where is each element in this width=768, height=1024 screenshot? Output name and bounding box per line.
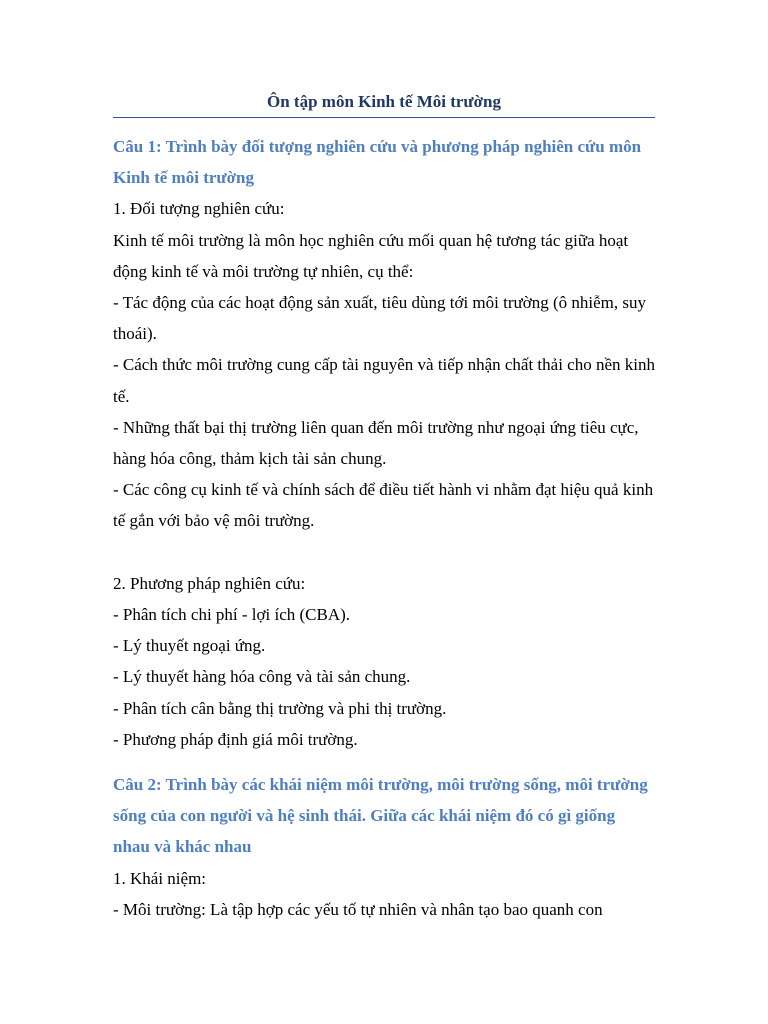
document-page — [113, 0, 655, 925]
document-title: Ôn tập môn Kinh tế Môi trường — [266, 92, 501, 111]
q1-part1-item: - Các công cụ kinh tế và chính sách để điều tiết hành vi nhằm đạt hiệu quả kinh tế gắn với bảo vệ môi trường. — [113, 480, 654, 531]
q1-part1-item: - Cách thức môi trường cung cấp tài nguyên và tiếp nhận chất thải cho nền kinh tế. — [113, 355, 655, 406]
q1-part2-item: - Phân tích chi phí - lợi ích (CBA). — [113, 605, 351, 625]
q1-part2-item: - Phương pháp định giá môi trường. — [113, 729, 358, 749]
q1-part1-item: - Tác động của các hoạt động sản xuất, tiêu dùng tới môi trường (ô nhiễm, suy thoái). — [113, 293, 646, 344]
title-underline — [113, 117, 655, 118]
q1-part2-label: 2. Phương pháp nghiên cứu: — [113, 573, 306, 593]
document-body — [113, 131, 655, 925]
question-1-heading: Câu 1: Trình bày đối tượng nghiên cứu và phương pháp nghiên cứu môn Kinh tế môi trường — [113, 137, 642, 188]
q1-part2-item: - Lý thuyết hàng hóa công và tài sản chung. — [113, 667, 411, 687]
q2-part1-item: - Môi trường: Là tập hợp các yếu tố tự nhiên và nhân tạo bao quanh con — [113, 899, 603, 919]
question-2-heading: Câu 2: Trình bày các khái niệm môi trường, môi trường sống, môi trường sống của con người và hệ sinh thái. Giữa các khái niệm đó có gì giống nhau và khác nhau — [113, 775, 648, 857]
blank-line — [113, 537, 655, 568]
q1-part1-item: - Những thất bại thị trường liên quan đến môi trường như ngoại ứng tiêu cực, hàng hóa công, thảm kịch tài sản chung. — [113, 417, 639, 469]
q1-part1-label: 1. Đối tượng nghiên cứu: — [113, 199, 285, 219]
q1-part2-item: - Lý thuyết ngoại ứng. — [113, 636, 266, 656]
q1-part1-intro: Kinh tế môi trường là môn học nghiên cứu mối quan hệ tương tác giữa hoạt động kinh tế và môi trường tự nhiên, cụ thể: — [113, 230, 629, 281]
q2-part1-label: 1. Khái niệm: — [113, 868, 207, 888]
q1-part2-item: - Phân tích cân bằng thị trường và phi thị trường. — [113, 698, 447, 718]
